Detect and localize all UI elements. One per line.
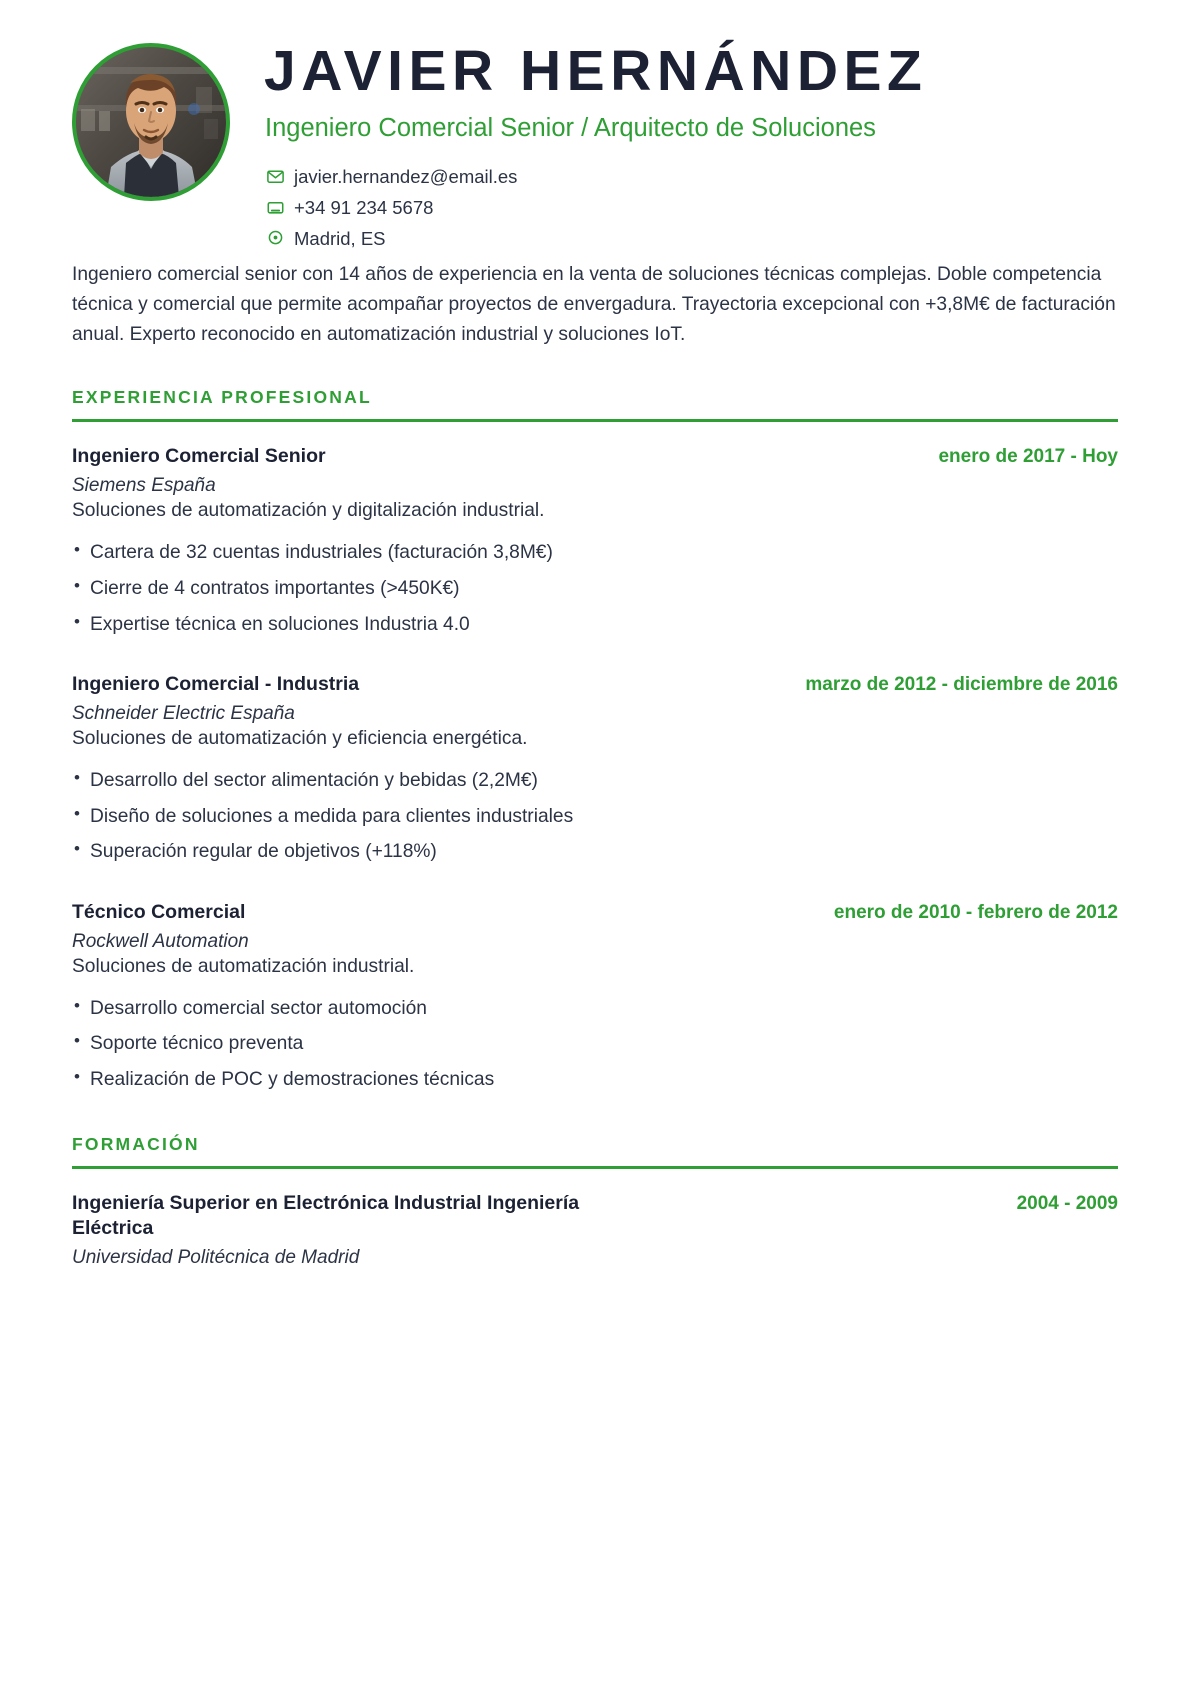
list-item: • Soporte técnico preventa: [72, 1030, 1118, 1058]
experience-organization: Rockwell Automation: [72, 930, 249, 952]
contact-email-value: javier.hernandez@email.es: [294, 165, 518, 187]
experience-date: enero de 2010 - febrero de 2012: [833, 902, 1118, 924]
experience-organization: Schneider Electric España: [72, 702, 295, 724]
education-section: [72, 1134, 1118, 1269]
list-item: • Desarrollo comercial sector automoción: [72, 995, 1118, 1023]
list-item: • Superación regular de objetivos (+118%): [72, 838, 1118, 866]
contact-email[interactable]: [266, 165, 1190, 188]
education-degree: Ingeniería Superior en Electrónica Industrial Ingeniería Eléctrica: [72, 1192, 580, 1240]
professional-summary: Ingeniero comercial senior con 14 años de experiencia en la venta de soluciones técnicas complejas. Doble competencia técnica y comercial que permite acompañar proyectos de envergadura. Trayectoria excepcional con +3,8M€ de facturación anual. Experto reconocido en automatización industrial y soluciones IoT.: [72, 264, 1116, 345]
experience-entry: [72, 900, 1118, 1094]
contact-phone-value: +34 91 234 5678: [294, 196, 434, 218]
avatar: [72, 43, 230, 201]
experience-description: Soluciones de automatización y eficiencia energética.: [72, 727, 528, 749]
profile-photo: [76, 47, 226, 197]
experience-date: marzo de 2012 - diciembre de 2016: [805, 674, 1118, 696]
education-entry: [72, 1191, 1118, 1269]
experience-bullet-list: [72, 995, 1118, 1095]
contact-phone[interactable]: [266, 196, 1190, 219]
experience-role: Técnico Comercial: [72, 901, 246, 924]
contact-location[interactable]: [266, 227, 1190, 250]
profile-photo-image: [76, 47, 226, 197]
resume-header: [0, 0, 1190, 258]
list-item: • Diseño de soluciones a medida para clientes industriales: [72, 803, 1118, 831]
list-item: • Expertise técnica en soluciones Industria 4.0: [72, 611, 1118, 639]
experience-entry: [72, 672, 1118, 866]
phone-icon: [266, 198, 285, 217]
header-text-block: [260, 30, 1190, 258]
experience-description: Soluciones de automatización industrial.: [72, 955, 415, 977]
contact-list: [266, 165, 1190, 250]
list-item: • Realización de POC y demostraciones técnicas: [72, 1066, 1118, 1094]
experience-entry-header: [72, 444, 1118, 469]
list-item: • Desarrollo del sector alimentación y bebidas (2,2M€): [72, 767, 1118, 795]
education-section-title: FORMACIÓN: [72, 1134, 200, 1155]
experience-bullet-list: [72, 539, 1118, 639]
experience-section-title: EXPERIENCIA PROFESIONAL: [72, 387, 372, 408]
experience-entry-header: [72, 672, 1118, 697]
education-section-divider: [72, 1166, 1118, 1169]
experience-description: Soluciones de automatización y digitalización industrial.: [72, 499, 545, 521]
experience-entry: [72, 444, 1118, 638]
experience-date: enero de 2017 - Hoy: [938, 446, 1118, 468]
list-item: • Cierre de 4 contratos importantes (>450K€): [72, 575, 1118, 603]
location-pin-icon: [266, 229, 285, 248]
experience-organization: Siemens España: [72, 474, 216, 496]
education-entry-header: [72, 1191, 1118, 1242]
envelope-icon: [266, 167, 285, 186]
experience-section-divider: [72, 419, 1118, 422]
education-institution: Universidad Politécnica de Madrid: [72, 1246, 360, 1268]
header-job-title: Ingeniero Comercial Senior / Arquitecto de Soluciones: [265, 113, 876, 142]
experience-bullet-list: [72, 767, 1118, 867]
experience-role: Ingeniero Comercial - Industria: [72, 673, 360, 696]
list-item: • Cartera de 32 cuentas industriales (facturación 3,8M€): [72, 539, 1118, 567]
contact-location-value: Madrid, ES: [294, 228, 386, 250]
page-title: JAVIER HERNÁNDEZ: [264, 39, 928, 103]
experience-section: [72, 387, 1118, 1094]
education-date: 2004 - 2009: [1016, 1193, 1118, 1215]
experience-entry-header: [72, 900, 1118, 925]
experience-role: Ingeniero Comercial Senior: [72, 445, 326, 468]
